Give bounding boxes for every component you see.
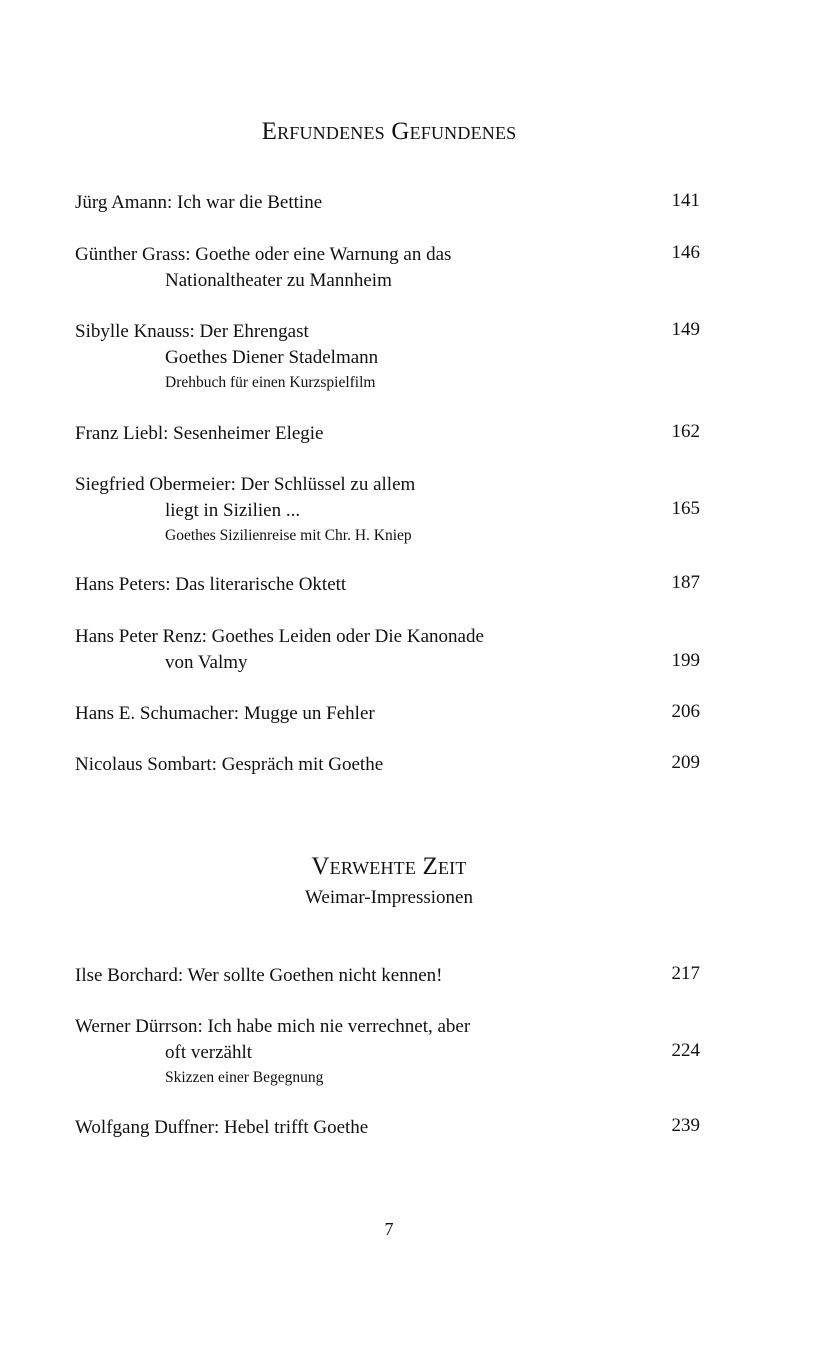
page-number: 7 <box>384 1219 394 1239</box>
entry-title: Wolfgang Duffner: Hebel trifft Goethe <box>75 1117 369 1138</box>
entry-page-number: 165 <box>671 498 700 519</box>
entry-page-number: 149 <box>671 319 700 340</box>
toc-entry <box>75 572 700 598</box>
toc-entry <box>75 624 700 676</box>
section-heading-erfundenes: Erfundenes Gefundenes <box>261 118 517 145</box>
entry-page-number: 199 <box>671 650 700 671</box>
entry-page-number: 239 <box>671 1115 700 1136</box>
entry-page-number: 206 <box>671 701 700 722</box>
entry-title: Werner Dürrson: Ich habe mich nie verrechnet, aber <box>75 1016 471 1037</box>
entry-title-continuation: von Valmy <box>165 652 248 673</box>
entry-title: Sibylle Knauss: Der Ehrengast <box>75 321 309 342</box>
entry-title-continuation: Nationaltheater zu Mannheim <box>165 270 392 291</box>
entry-page-number: 162 <box>671 421 700 442</box>
entry-page-number: 146 <box>671 242 700 263</box>
toc-entry <box>75 752 700 778</box>
entry-title: Nicolaus Sombart: Gespräch mit Goethe <box>75 754 384 775</box>
entry-title-continuation: liegt in Sizilien ... <box>165 500 301 521</box>
entry-page-number: 141 <box>671 190 700 211</box>
toc-entry <box>75 421 700 447</box>
toc-entry <box>75 190 700 216</box>
toc-entry <box>75 701 700 727</box>
toc-entry <box>75 472 700 548</box>
toc-entry <box>75 963 700 989</box>
toc-entry <box>75 1115 700 1141</box>
entry-page-number: 217 <box>671 963 700 984</box>
entry-title: Hans Peter Renz: Goethes Leiden oder Die Kanonade <box>75 626 484 647</box>
section-subheading: Weimar-Impressionen <box>305 887 473 908</box>
entry-title: Jürg Amann: Ich war die Bettine <box>75 192 323 213</box>
entry-note: Goethes Sizilienreise mit Chr. H. Kniep <box>165 527 412 544</box>
entry-title: Günther Grass: Goethe oder eine Warnung an das <box>75 244 452 265</box>
entry-note: Skizzen einer Begegnung <box>165 1069 324 1086</box>
toc-entry <box>75 319 700 395</box>
entry-title: Hans Peters: Das literarische Oktett <box>75 574 347 595</box>
toc-entry <box>75 242 700 294</box>
entry-title: Franz Liebl: Sesenheimer Elegie <box>75 423 324 444</box>
entry-page-number: 187 <box>671 572 700 593</box>
entry-note: Drehbuch für einen Kurzspielfilm <box>165 374 376 391</box>
section-heading-verwehte-zeit: Verwehte Zeit <box>311 853 467 880</box>
entry-subtitle: Goethes Diener Stadelmann <box>165 347 379 368</box>
entry-title: Siegfried Obermeier: Der Schlüssel zu allem <box>75 474 416 495</box>
entry-title: Hans E. Schumacher: Mugge un Fehler <box>75 703 375 724</box>
entry-title-continuation: oft verzählt <box>165 1042 253 1063</box>
entry-page-number: 224 <box>671 1040 700 1061</box>
toc-entry <box>75 1014 700 1090</box>
entry-page-number: 209 <box>671 752 700 773</box>
entry-title: Ilse Borchard: Wer sollte Goethen nicht kennen! <box>75 965 443 986</box>
